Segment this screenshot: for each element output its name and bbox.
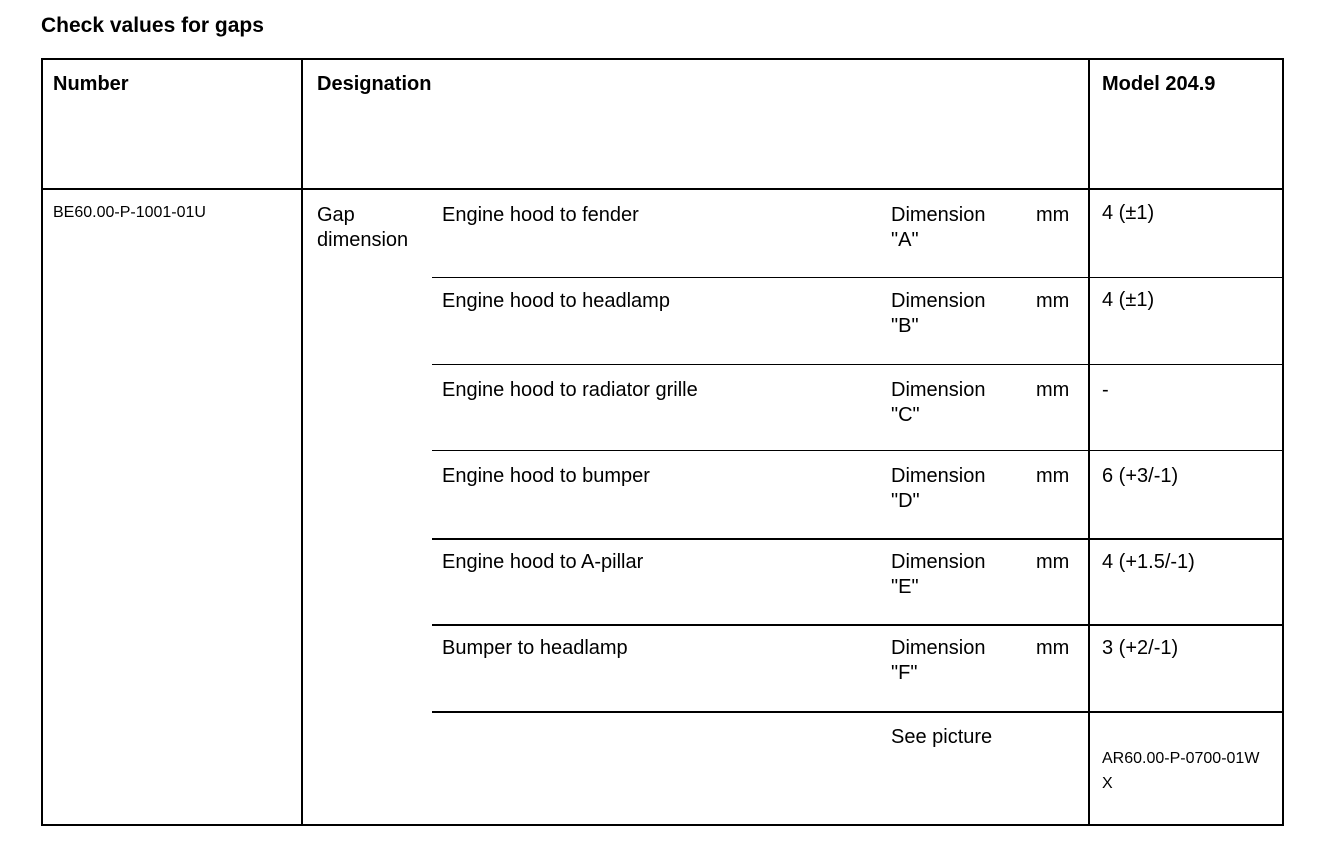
see-picture-label: See picture	[891, 726, 993, 748]
row-value: 3 (+2/-1)	[1102, 637, 1179, 659]
dimension-line-1: Dimension	[891, 637, 986, 659]
row-value: 4 (±1)	[1102, 289, 1155, 311]
row-unit: mm	[1036, 637, 1070, 659]
dimension-line-2: "D"	[891, 490, 920, 512]
row-unit: mm	[1036, 204, 1070, 226]
row-value: 4 (+1.5/-1)	[1102, 551, 1195, 573]
picture-reference-line-1: AR60.00-P-0700-01W	[1102, 750, 1260, 767]
row-description: Engine hood to fender	[442, 204, 639, 226]
header-divider	[41, 188, 1284, 190]
column-divider-number	[301, 58, 303, 826]
dimension-line-2: "F"	[891, 662, 918, 684]
header-designation: Designation	[317, 73, 432, 95]
row-value: -	[1102, 379, 1109, 401]
row-value: 6 (+3/-1)	[1102, 465, 1179, 487]
dimension-line-2: "A"	[891, 229, 919, 251]
row-divider	[432, 364, 1284, 365]
row-divider	[432, 277, 1284, 278]
dimension-line-1: Dimension	[891, 551, 986, 573]
row-dimension	[891, 464, 985, 514]
row-unit: mm	[1036, 465, 1070, 487]
entry-number: BE60.00-P-1001-01U	[53, 204, 206, 221]
category-line-1: Gap	[317, 204, 355, 226]
row-unit: mm	[1036, 551, 1070, 573]
row-dimension	[891, 636, 985, 686]
picture-reference-line-2: X	[1102, 775, 1113, 792]
row-unit: mm	[1036, 290, 1070, 312]
row-dimension	[891, 378, 985, 428]
header-number: Number	[53, 73, 129, 95]
row-description: Engine hood to A-pillar	[442, 551, 644, 573]
dimension-line-2: "B"	[891, 315, 919, 337]
row-divider	[432, 450, 1284, 451]
dimension-line-1: Dimension	[891, 465, 986, 487]
row-dimension	[891, 550, 985, 600]
category-line-2: dimension	[317, 229, 409, 251]
row-divider	[432, 624, 1284, 626]
row-description: Engine hood to bumper	[442, 465, 650, 487]
row-dimension	[891, 289, 985, 339]
row-divider	[432, 538, 1284, 540]
page-title: Check values for gaps	[41, 14, 264, 37]
row-description: Engine hood to radiator grille	[442, 379, 698, 401]
header-model: Model 204.9	[1102, 73, 1216, 95]
dimension-line-2: "E"	[891, 576, 919, 598]
row-divider	[432, 711, 1284, 713]
row-value: 4 (±1)	[1102, 202, 1155, 224]
dimension-line-1: Dimension	[891, 290, 986, 312]
row-unit: mm	[1036, 379, 1070, 401]
category-label	[317, 203, 408, 253]
dimension-line-2: "C"	[891, 404, 920, 426]
dimension-line-1: Dimension	[891, 379, 986, 401]
picture-reference[interactable]	[1102, 746, 1259, 796]
dimension-line-1: Dimension	[891, 204, 986, 226]
row-description: Bumper to headlamp	[442, 637, 628, 659]
row-dimension	[891, 203, 985, 253]
row-description: Engine hood to headlamp	[442, 290, 670, 312]
